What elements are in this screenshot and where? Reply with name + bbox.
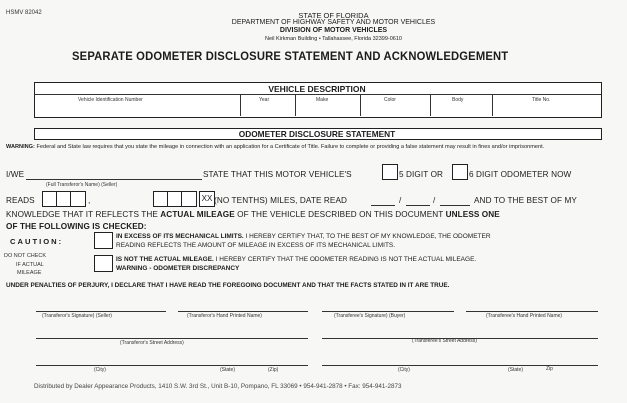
option1-line1 (116, 233, 491, 240)
option2-line2: WARNING - ODOMETER DISCREPANCY (116, 265, 240, 272)
form-title: SEPARATE ODOMETER DISCLOSURE STATEMENT AND ACKNOWLEDGEMENT (72, 49, 509, 63)
date-year-field[interactable] (440, 194, 470, 205)
reads-text: (NO TENTHS) MILES, DATE READ (214, 196, 348, 205)
transferor-zip-field[interactable] (254, 354, 308, 365)
state-that-text: STATE THAT THIS MOTOR VEHICLE'S (203, 170, 352, 179)
year-field[interactable] (241, 104, 294, 115)
date-month-line (371, 205, 395, 206)
vin-column-label: Vehicle Identification Number (78, 97, 143, 103)
transferor-printed-name-line (178, 311, 308, 312)
knowledge-text-1: KNOWLEDGE THAT IT REFLECTS THE (6, 210, 161, 219)
title-no-field[interactable] (493, 104, 599, 115)
mileage-label: MILEAGE (17, 270, 42, 276)
if-actual-label: IF ACTUAL (16, 262, 44, 268)
odometer-comma: , (88, 196, 91, 205)
transferee-city-line (322, 365, 598, 366)
knowledge-bold: ACTUAL MILEAGE (160, 210, 235, 219)
knowledge-text-2: OF THE VEHICLE DESCRIBED ON THIS DOCUMENT (234, 210, 446, 219)
make-field[interactable] (296, 104, 359, 115)
transferor-street-field[interactable] (36, 327, 308, 338)
transferor-printed-name-caption: (Transferor's Hand Printed Name) (187, 313, 262, 319)
transferor-signature-field[interactable] (36, 300, 166, 311)
transferor-zip-caption: (Zip) (268, 367, 279, 373)
perjury-statement: UNDER PENALTIES OF PERJURY, I DECLARE THAT I HAVE READ THE FOREGOING DOCUMENT AND THAT THE FACTS STATED IN IT ARE TRUE. (6, 282, 450, 289)
option1-bold: IN EXCESS OF ITS MECHANICAL LIMITS. (116, 233, 244, 240)
tenths-box: XX (199, 191, 215, 207)
department-heading: DEPARTMENT OF HIGHWAY SAFETY AND MOTOR VEHICLES (231, 19, 436, 26)
body-field[interactable] (431, 104, 491, 115)
vehicle-table-divider (34, 94, 601, 95)
transferee-street-caption: (Transferee's Street Address) (412, 338, 477, 344)
knowledge-unless: UNLESS ONE (445, 210, 500, 219)
transferee-zip-field[interactable] (544, 354, 598, 365)
body-column-label: Body (452, 97, 464, 103)
date-year-line (440, 205, 470, 206)
following-checked-text: OF THE FOLLOWING IS CHECKED: (6, 222, 147, 231)
distributor-footer: Distributed by Dealer Appearance Products, 1410 S.W. 3rd St., Unit B-10, Pompano, FL 33069 • 954-941-2878 • Fax: 954-941-2873 (34, 383, 402, 390)
caution-label: CAUTION: (10, 237, 64, 246)
transferor-street-caption: (Transferor's Street Address) (120, 340, 184, 346)
transferee-printed-name-caption: (Transferee's Hand Printed Name) (486, 313, 563, 319)
transferee-state-field[interactable] (488, 354, 540, 365)
make-column-label: Make (316, 97, 329, 103)
transferor-city-line (36, 365, 308, 366)
reads-label: READS (6, 196, 35, 205)
transferor-name-line (26, 179, 202, 180)
title-no-column-label: Title No. (532, 97, 551, 103)
iwe-label: I/WE (6, 170, 25, 179)
date-month-field[interactable] (371, 194, 395, 205)
not-actual-mileage-checkbox[interactable] (94, 255, 113, 272)
color-column-label: Color (384, 97, 396, 103)
address-heading: Neil Kirkman Building • Tallahassee, Florida 32399-0610 (265, 36, 402, 42)
form-number: HSMV 82042 (6, 10, 42, 16)
odometer-digit-3[interactable] (70, 191, 86, 207)
transferor-city-caption: (City) (94, 367, 106, 373)
transferor-signature-line (36, 311, 166, 312)
date-day-field[interactable] (406, 194, 430, 205)
option2-text: I HEREBY CERTIFY THAT THE ODOMETER READING IS NOT THE ACTUAL MILEAGE. (213, 256, 477, 263)
warning-label: WARNING: (6, 144, 35, 150)
knowledge-line (6, 210, 500, 219)
state-heading: STATE OF FLORIDA (298, 11, 369, 20)
do-not-check-label: DO NOT CHECK (4, 253, 47, 259)
five-digit-checkbox[interactable] (382, 164, 398, 180)
transferee-printed-name-line (466, 311, 598, 312)
option2-bold: IS NOT THE ACTUAL MILEAGE. (116, 256, 214, 263)
date-separator-2: / (433, 196, 436, 205)
division-heading: DIVISION OF MOTOR VEHICLES (279, 27, 388, 34)
vin-field[interactable] (35, 104, 239, 115)
transferor-printed-name-field[interactable] (178, 300, 308, 311)
transferee-city-field[interactable] (322, 354, 484, 365)
transferor-signature-caption: (Transferor's Signature) (Seller) (42, 313, 112, 319)
option1-line2: READING REFLECTS THE AMOUNT OF MILEAGE IN EXCESS OF ITS MECHANICAL LIMITS. (116, 242, 396, 249)
transferee-signature-caption: (Transferee's Signature) (Buyer) (334, 313, 406, 319)
transferee-zip-caption: Zip (546, 366, 553, 372)
mechanical-limits-checkbox[interactable] (94, 232, 113, 249)
warning-paragraph (6, 144, 606, 151)
vehicle-description-heading: VEHICLE DESCRIPTION (268, 84, 366, 94)
date-day-line (406, 205, 430, 206)
reads-end-text: AND TO THE BEST OF MY (474, 196, 577, 205)
transferor-city-field[interactable] (36, 354, 196, 365)
transferee-street-field[interactable] (322, 327, 598, 338)
transferor-state-field[interactable] (200, 354, 250, 365)
transferee-signature-field[interactable] (322, 300, 454, 311)
warning-text: Federal and State law requires that you state the mileage in connection with an application for a Certificate of Title. Failure to complete or providing a false statement may result in fines and/or imprisonment. (36, 144, 545, 150)
transferee-city-caption: (City) (398, 367, 410, 373)
six-digit-checkbox[interactable] (452, 164, 468, 180)
six-digit-label: 6 DIGIT ODOMETER NOW (469, 170, 572, 179)
transferor-state-caption: (State) (220, 367, 236, 373)
transferor-street-line (36, 338, 308, 339)
transferee-signature-line (322, 311, 454, 312)
odometer-digit-6[interactable] (181, 191, 197, 207)
year-column-label: Year (259, 97, 270, 103)
transferor-name-field[interactable] (26, 168, 202, 179)
date-separator-1: / (399, 196, 402, 205)
option2-line1 (116, 256, 476, 263)
option1-text: I HEREBY CERTIFY THAT, TO THE BEST OF MY KNOWLEDGE, THE ODOMETER (243, 233, 491, 240)
odometer-heading: ODOMETER DISCLOSURE STATEMENT (238, 129, 396, 139)
transferee-state-caption: (State) (508, 367, 524, 373)
color-field[interactable] (361, 104, 429, 115)
five-digit-label: 5 DIGIT OR (399, 170, 444, 179)
transferor-name-caption: (Full Transferor's Name) (Seller) (46, 182, 118, 188)
transferee-printed-name-field[interactable] (466, 300, 598, 311)
